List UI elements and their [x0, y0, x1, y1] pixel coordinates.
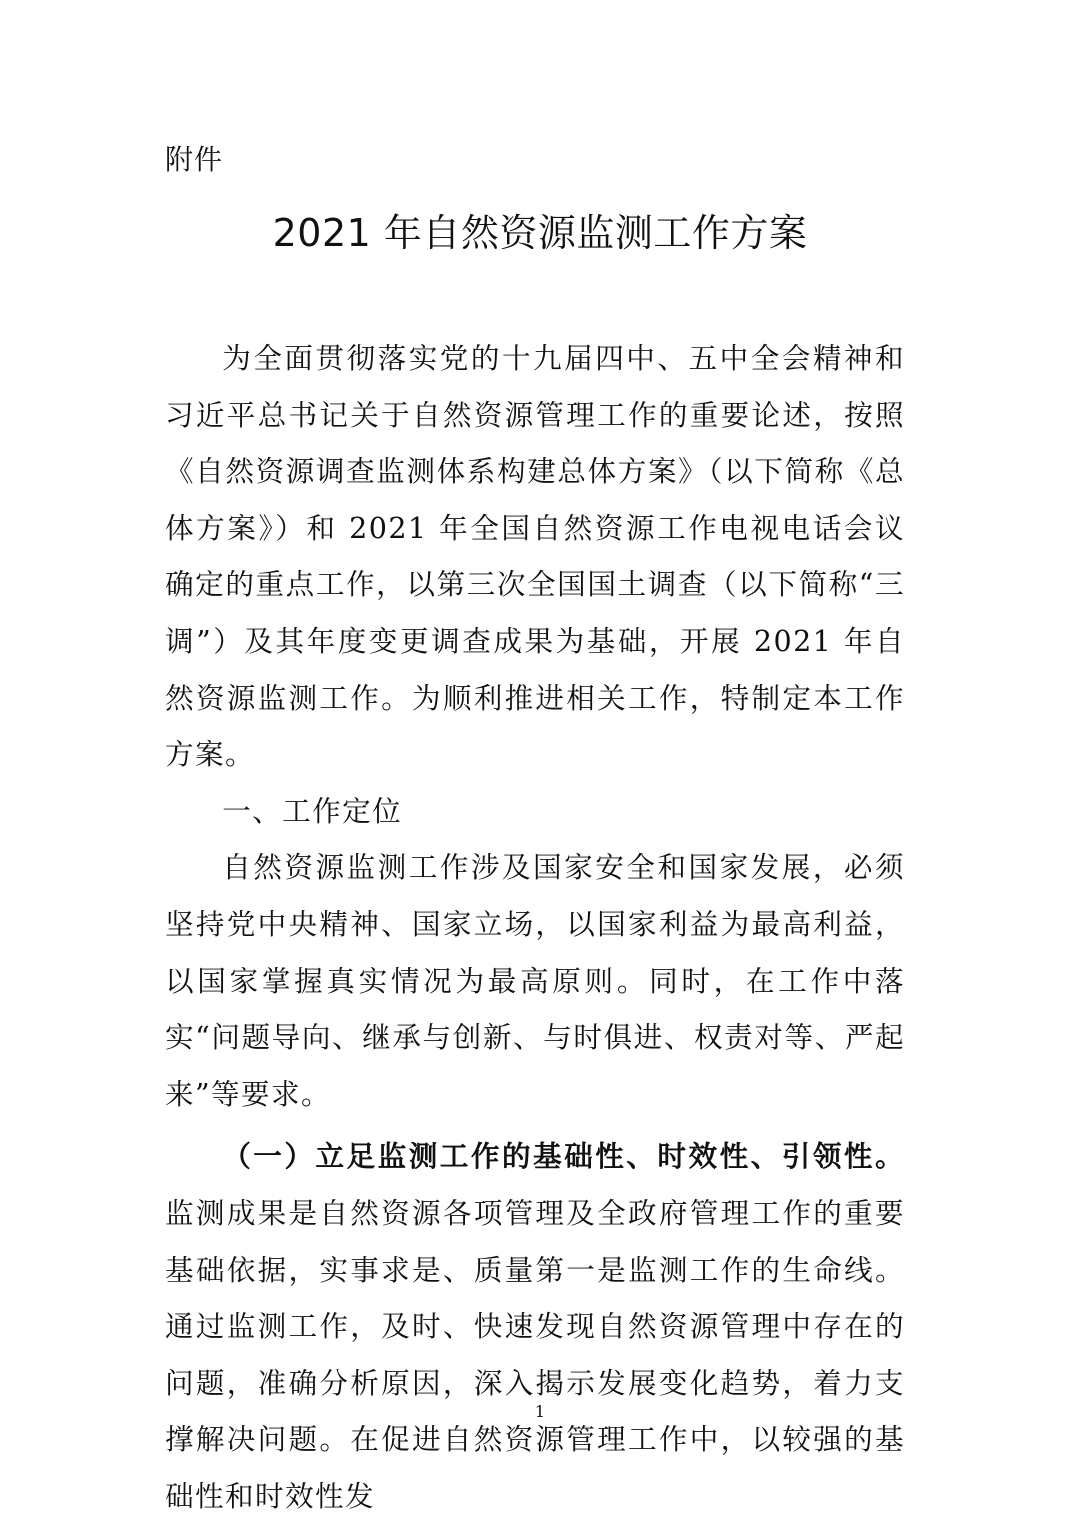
intro-paragraph: 为全面贯彻落实党的十九届四中、五中全会精神和习近平总书记关于自然资源管理工作的重要论述，按照《自然资源调查监测体系构建总体方案》（以下简称《总体方案》）和 2021 年全国自然资源工作电视电话会议确定的重点工作，以第三次全国国土调查（以下简称“三调”）及其年度变更调查成果为基础，开展 2021 年自然资源监测工作。为顺利推进相关工作，特制定本工作方案。: [165, 341, 905, 772]
subsection-1-paragraph: [165, 1128, 905, 1524]
page-number: 1: [534, 1402, 546, 1421]
section-1-paragraph: 自然资源监测工作涉及国家安全和国家发展，必须坚持党中央精神、国家立场，以国家利益为最高利益，以国家掌握真实情况为最高原则。同时，在工作中落实“问题导向、继承与创新、与时俱进、权责对等、严起来”等要求。: [165, 850, 905, 1111]
attachment-label: 附件: [165, 143, 224, 176]
section-heading-work-positioning: 一、工作定位: [222, 793, 403, 828]
document-title: 2021 年自然资源监测工作方案: [272, 211, 808, 255]
subsection-1-bold-lead: （一）立足监测工作的基础性、时效性、引领性。: [222, 1139, 905, 1174]
subsection-1-body: 监测成果是自然资源各项管理及全政府管理工作的重要基础依据，实事求是、质量第一是监测工作的生命线。通过监测工作，及时、快速发现自然资源管理中存在的问题，准确分析原因，深入揭示发展变化趋势，着力支撑解决问题。在促进自然资源管理工作中，以较强的基础性和时效性发: [165, 1195, 905, 1513]
document-body: [165, 330, 905, 1524]
